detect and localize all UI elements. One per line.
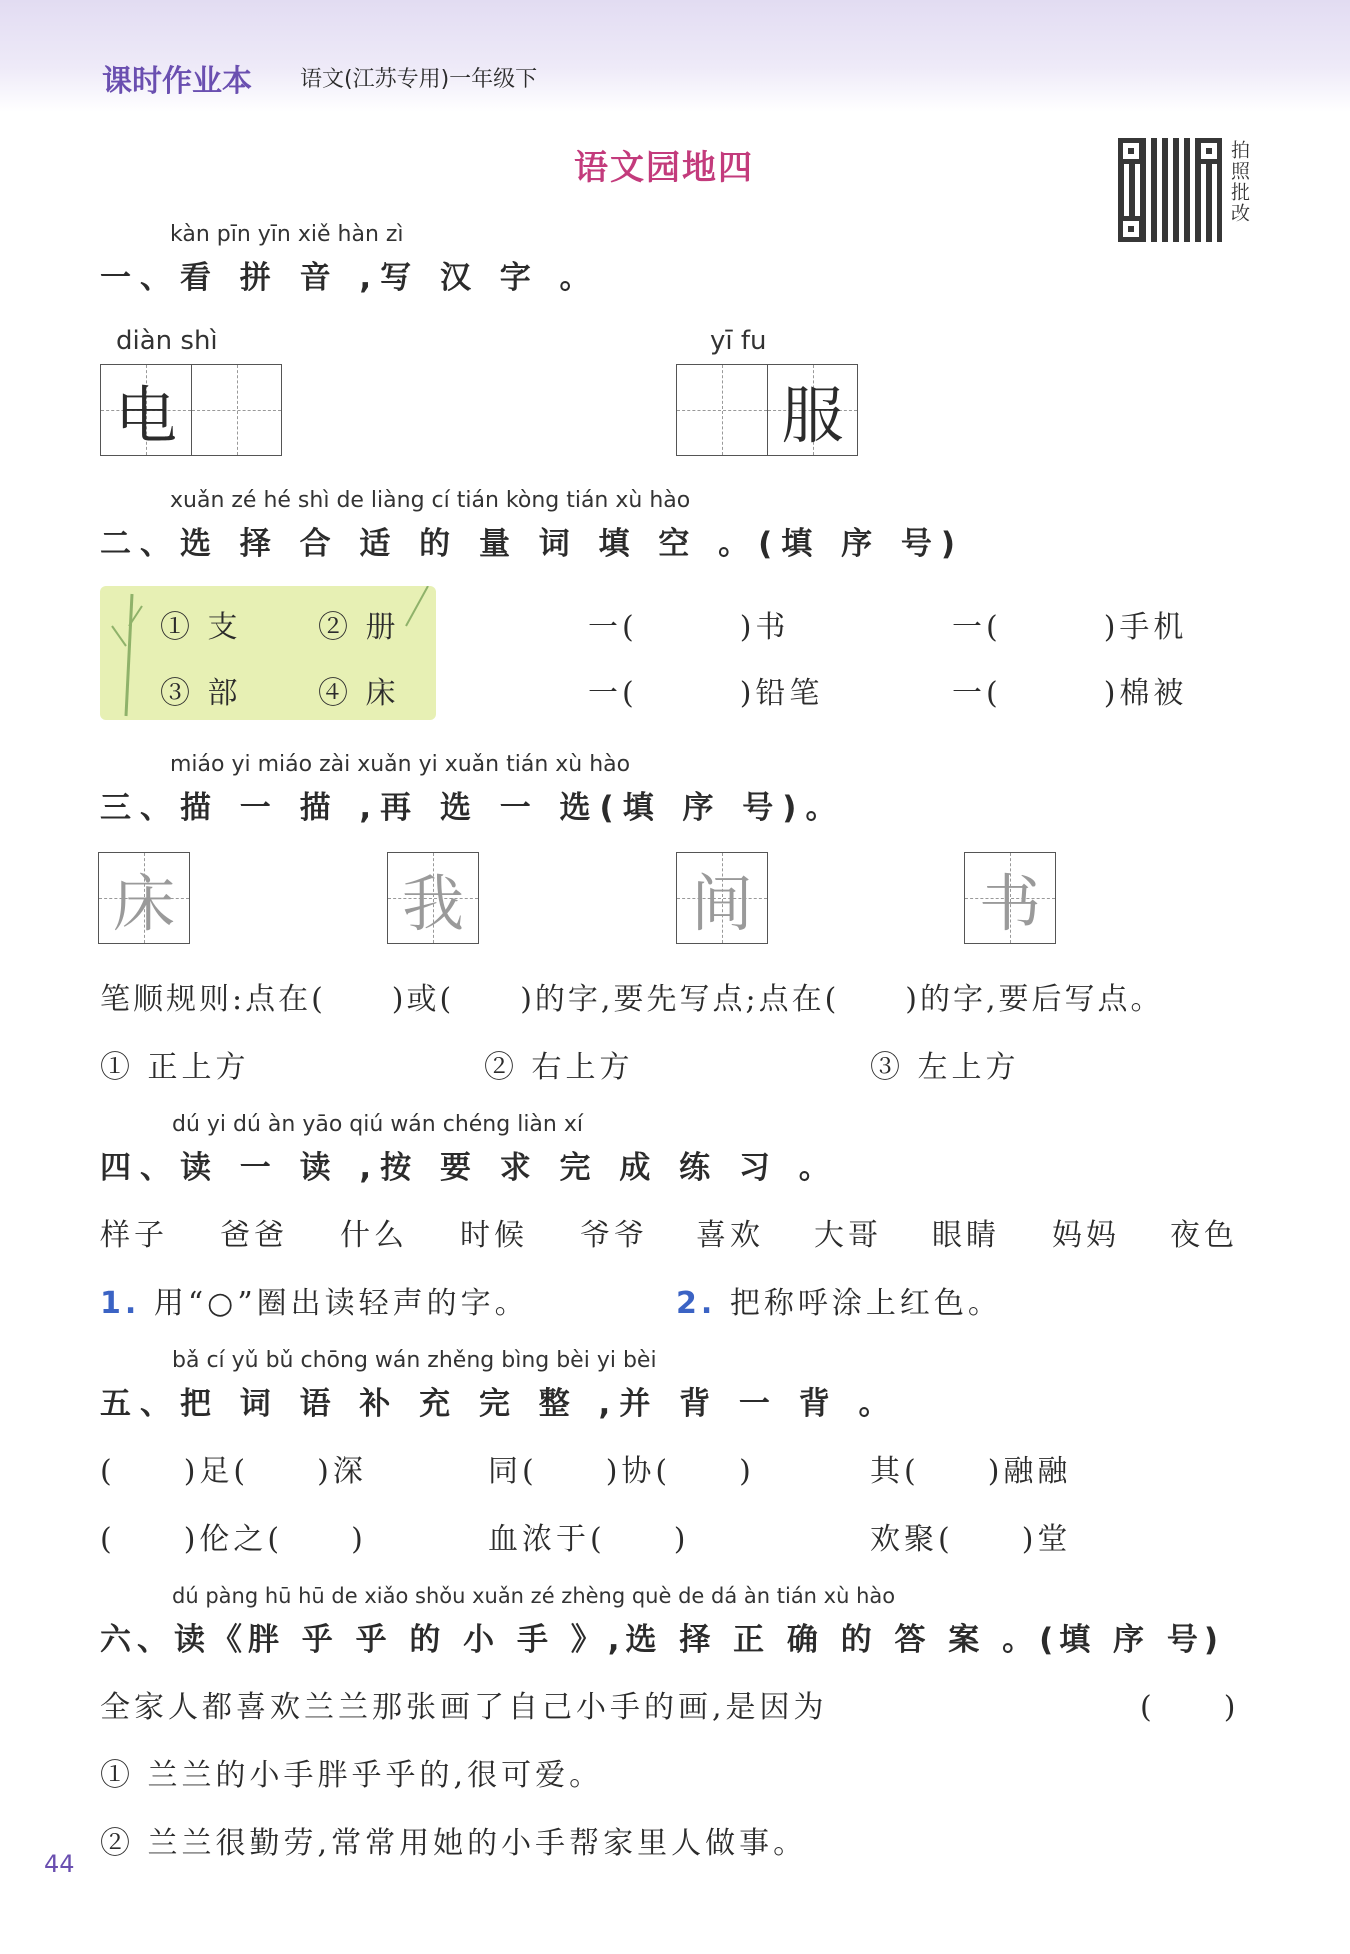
page-number: 44 — [44, 1850, 75, 1878]
option-1: ① 支 — [160, 610, 242, 645]
section6-title: 六、读《胖 乎 乎 的 小 手 》,选 择 正 确 的 答 案 。(填 序 号) — [100, 1622, 1224, 1658]
book-subtitle: 语文(江苏专用)一年级下 — [300, 67, 538, 92]
blank-book[interactable]: 一( )书 — [588, 610, 790, 645]
section5-title: 五、把 词 语 补 充 完 整 ,并 背 一 背 。 — [100, 1386, 899, 1422]
answer-option-2: ② 兰兰很勤劳,常常用她的小手帮家里人做事。 — [100, 1826, 808, 1861]
word1-pinyin: diàn shì — [116, 326, 218, 356]
trace-char: 间 — [690, 866, 753, 940]
blank-pencil[interactable]: 一( )铅笔 — [588, 676, 824, 711]
idiom-blank[interactable]: 血浓于( ) — [488, 1522, 690, 1557]
word-item[interactable]: 什么 — [340, 1218, 408, 1253]
word-item[interactable]: 爸爸 — [220, 1218, 288, 1253]
section5-pinyin: bǎ cí yǔ bǔ chōng wán zhěng bìng bèi yi bèi — [172, 1348, 657, 1373]
section2-title: 二、选 择 合 适 的 量 词 填 空 。(填 序 号) — [100, 526, 965, 562]
idiom-blank[interactable]: ( )伦之( ) — [100, 1522, 367, 1557]
blank-quilt[interactable]: 一( )棉被 — [952, 676, 1188, 711]
grid-cell[interactable] — [99, 853, 189, 943]
tianzige-word1[interactable] — [100, 364, 282, 456]
word-item[interactable]: 喜欢 — [696, 1218, 764, 1253]
word-item[interactable]: 大哥 — [814, 1218, 882, 1253]
trace-box-4[interactable] — [964, 852, 1056, 944]
grid-cell[interactable] — [191, 365, 281, 455]
section1-title: 一、看 拼 音 ,写 汉 字 。 — [100, 260, 600, 296]
qr-label: 拍照批改 — [1228, 140, 1250, 224]
idiom-blank[interactable]: 同( )协( ) — [488, 1454, 755, 1489]
trace-char: 我 — [401, 866, 464, 940]
question-text: 全家人都喜欢兰兰那张画了自己小手的画,是因为 — [100, 1690, 828, 1725]
task-1 — [100, 1278, 529, 1322]
cell-char: 服 — [781, 378, 844, 452]
word-item[interactable]: 妈妈 — [1052, 1218, 1120, 1253]
option-3: ③ 部 — [160, 676, 242, 711]
section3-title: 三、描 一 描 ,再 选 一 选(填 序 号)。 — [100, 790, 846, 826]
task-1-text: 用“○”圈出读轻声的字。 — [153, 1286, 529, 1321]
trace-box-3[interactable] — [676, 852, 768, 944]
page-title: 语文园地四 — [574, 148, 754, 188]
grid-cell[interactable] — [767, 365, 857, 455]
idiom-blank[interactable]: ( )足( )深 — [100, 1454, 367, 1489]
section1-pinyin: kàn pīn yīn xiě hàn zì — [170, 222, 404, 247]
section6-pinyin: dú pàng hū hū de xiǎo shǒu xuǎn zé zhèng què de dá àn tián xù hào — [172, 1584, 896, 1608]
answer-blank[interactable]: ( ) — [1140, 1690, 1240, 1725]
cell-char — [677, 365, 767, 455]
cell-char: 电 — [114, 378, 177, 452]
qr-corner-icon — [1118, 138, 1144, 164]
word-item[interactable]: 样子 — [100, 1218, 168, 1253]
stroke-rule-text: 笔顺规则:点在( )或( )的字,要先写点;点在( )的字,要后写点。 — [100, 982, 1164, 1017]
word-item[interactable]: 夜色 — [1170, 1218, 1238, 1253]
choice-2: ② 右上方 — [484, 1050, 634, 1085]
word2-pinyin: yī fu — [710, 326, 767, 356]
blank-phone[interactable]: 一( )手机 — [952, 610, 1188, 645]
task-2 — [676, 1278, 1002, 1322]
trace-char: 书 — [978, 866, 1041, 940]
choice-3: ③ 左上方 — [870, 1050, 1020, 1085]
grid-cell[interactable] — [677, 365, 767, 455]
qr-corner-icon — [1118, 216, 1144, 242]
grid-cell[interactable] — [677, 853, 767, 943]
grid-cell[interactable] — [388, 853, 478, 943]
section4-title: 四、读 一 读 ,按 要 求 完 成 练 习 。 — [100, 1150, 839, 1186]
answer-option-1: ① 兰兰的小手胖乎乎的,很可爱。 — [100, 1758, 604, 1793]
idiom-blank[interactable]: 欢聚( )堂 — [870, 1522, 1072, 1557]
idiom-blank[interactable]: 其( )融融 — [870, 1454, 1072, 1489]
tianzige-word2[interactable] — [676, 364, 858, 456]
bamboo-icon — [106, 586, 146, 720]
section2-pinyin: xuǎn zé hé shì de liàng cí tián kòng tián xù hào — [170, 488, 691, 513]
qr-code[interactable] — [1118, 138, 1222, 242]
grid-cell[interactable] — [965, 853, 1055, 943]
option-4: ④ 床 — [318, 676, 400, 711]
trace-box-2[interactable] — [387, 852, 479, 944]
trace-box-1[interactable] — [98, 852, 190, 944]
grid-cell[interactable] — [101, 365, 191, 455]
bamboo-leaf-icon — [402, 586, 432, 646]
cell-char — [192, 365, 281, 455]
task-2-number: 2. — [676, 1286, 717, 1321]
option-2: ② 册 — [318, 610, 400, 645]
section4-pinyin: dú yi dú àn yāo qiú wán chéng liàn xí — [172, 1112, 583, 1137]
word-item[interactable]: 时候 — [460, 1218, 528, 1253]
brand-title: 课时作业本 — [102, 64, 252, 99]
choice-1: ① 正上方 — [100, 1050, 250, 1085]
trace-char: 床 — [112, 866, 175, 940]
task-1-number: 1. — [100, 1286, 141, 1321]
word-item[interactable]: 爷爷 — [580, 1218, 648, 1253]
task-2-text: 把称呼涂上红色。 — [729, 1286, 1002, 1321]
section3-pinyin: miáo yi miáo zài xuǎn yi xuǎn tián xù hào — [170, 752, 631, 777]
word-item[interactable]: 眼睛 — [932, 1218, 1000, 1253]
qr-corner-icon — [1196, 138, 1222, 164]
